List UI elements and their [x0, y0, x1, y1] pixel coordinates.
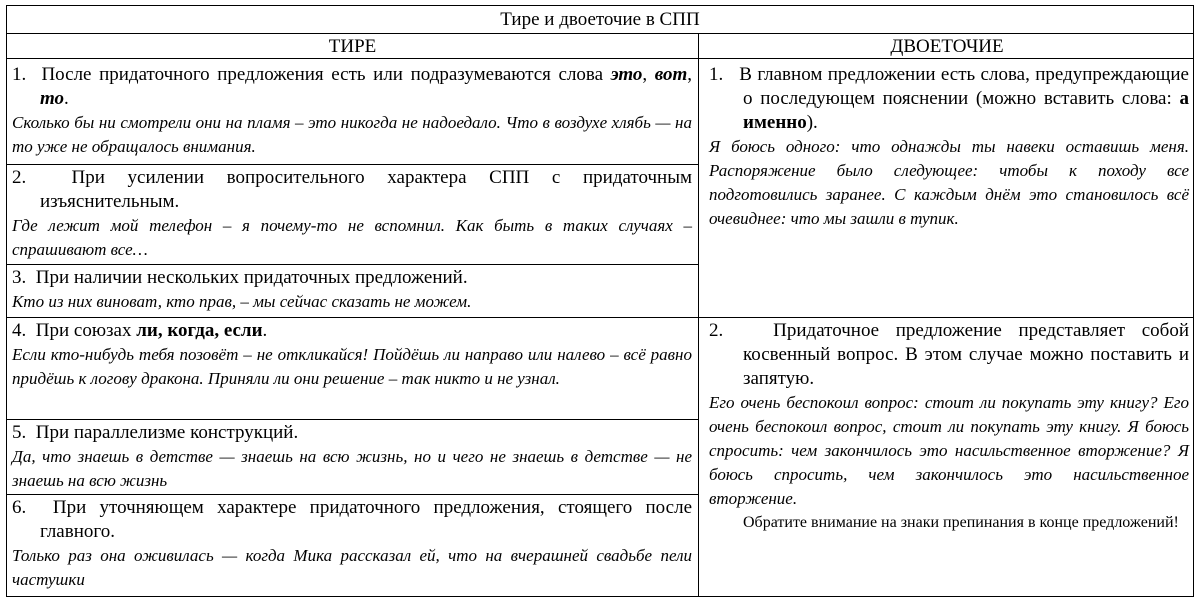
table-header-row [7, 34, 1193, 59]
divider [7, 419, 698, 420]
rule-example: Если кто-нибудь тебя позовёт – не откликайся! Пойдёшь ли направо или налево – всё равно придёшь к логову дракона. Приняли ли они решение – так никто и не узнал. [12, 345, 692, 388]
column-header-dash: ТИРЕ [328, 36, 377, 57]
dash-rule-5 [7, 421, 698, 493]
rule-example: Кто из них виноват, кто прав, – мы сейчас сказать не можем. [12, 292, 472, 311]
rule-example: Его очень беспокоил вопрос: стоит ли покупать эту книгу? Его очень беспокоил вопрос, стоит ли покупать эту книгу. Я боюсь спросить: чем закончилось это насильственное вторжение? Я боюсь спросить, чем закончилось это насильственное вторжение. [709, 393, 1189, 508]
dash-rule-2 [7, 166, 698, 262]
divider [7, 264, 698, 265]
rule-text: 1. После придаточного предложения есть или подразумеваются слова это, вот, то. [12, 64, 693, 109]
rule-text: 3. При наличии нескольких придаточных предложений. [12, 267, 468, 288]
rule-text: 4. При союзах ли, когда, если. [12, 320, 268, 341]
divider [7, 317, 1193, 318]
dash-rule-6 [7, 496, 698, 592]
column-header-colon: ДВОЕТОЧИЕ [890, 36, 1004, 57]
dash-rule-1 [7, 63, 698, 159]
rule-text: 2. Придаточное предложение представляет собой косвенный вопрос. В этом случае можно поставить и запятую. [709, 320, 1190, 389]
rule-example: Да, что знаешь в детстве — знаешь на всю жизнь, но и чего не знаешь в детстве — не знаешь на всю жизнь [12, 447, 692, 490]
rule-text: 6. При уточняющем характере придаточного предложения, стоящего после главного. [12, 497, 693, 542]
dash-rule-3 [7, 266, 698, 314]
colon-rule-1 [699, 63, 1195, 231]
rule-text: 2. При усилении вопросительного характера СПП с придаточным изъяснительным. [12, 167, 692, 212]
rule-text: 1. В главном предложении есть слова, предупреждающие о последующем пояснении (можно вставить слова: а именно). [709, 64, 1189, 133]
dash-rule-4 [7, 319, 698, 391]
rule-note: Обратите внимание на знаки препинания в конце предложений! [743, 514, 1179, 531]
divider [7, 164, 698, 165]
table-title: Тире и двоеточие в СПП [7, 6, 1193, 34]
rule-example: Где лежит мой телефон – я почему-то не вспомнил. Как быть в таких случаях – спрашивают все… [12, 216, 692, 259]
rule-text: 5. При параллелизме конструкций. [12, 422, 299, 443]
rule-example: Только раз она оживилась — когда Мика рассказал ей, что на вчерашней свадьбе пели частушки [12, 546, 692, 589]
rule-example: Я боюсь одного: что однажды ты навеки оставишь меня. Распоряжение было следующее: чтобы к походу все подготовились заранее. С каждым днём это становилось всё очевиднее: что мы зашли в тупик. [709, 137, 1189, 228]
colon-rule-2 [699, 319, 1195, 535]
divider [7, 494, 698, 495]
rule-example: Сколько бы ни смотрели они на пламя – это никогда не надоедало. Что в воздухе хлябь — на то уже не обращалось внимания. [12, 113, 692, 156]
rules-table [6, 5, 1194, 597]
